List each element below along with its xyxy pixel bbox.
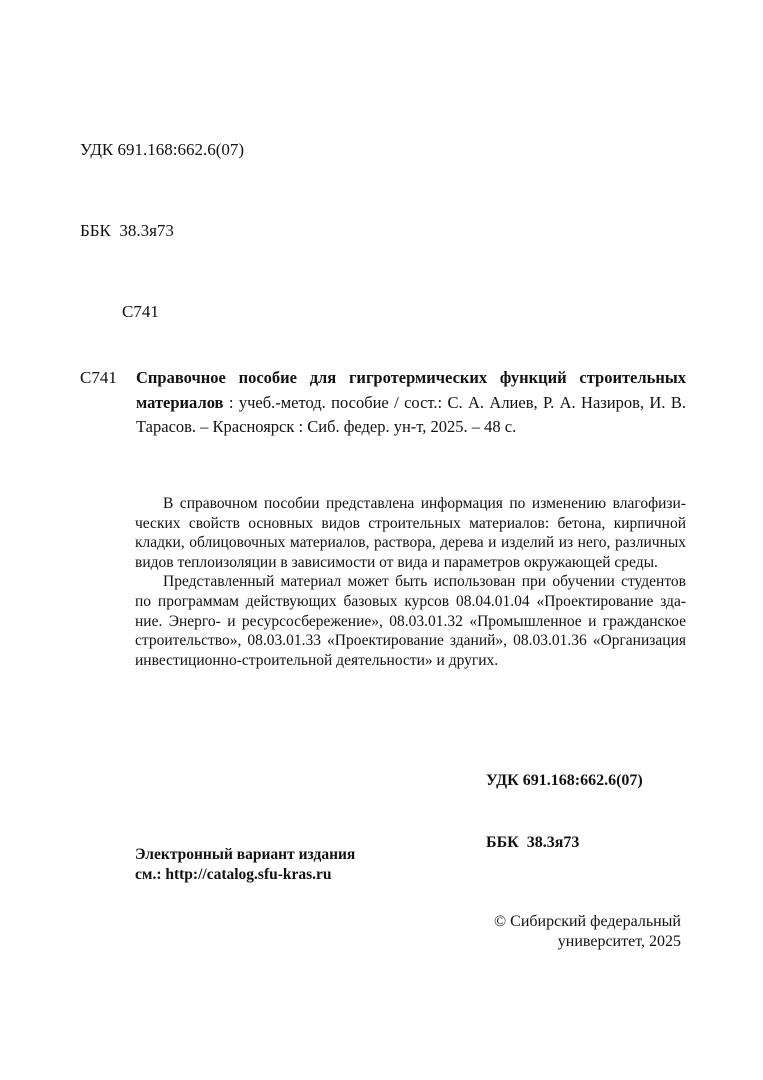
annotation-paragraph-2: Представленный материал может быть использован при обучении студентов по программам действующих базовых курсов 08.04.01.04 «Проектирование здание. Энерго- и ресурсосбережение», 08.03.01.32 «Промышленное и гражданское строительство», 08.03.01.33 «Проектирование зданий», 08.03.01.36 «Организация инвестиционно-строительной деятельности» и других.: [135, 573, 686, 669]
bbk-code-bottom: ББК 38.3я73: [486, 833, 580, 851]
annotation-block: [135, 494, 686, 670]
book-title: Справочное пособие для гигротермических функций строительных материалов: [136, 368, 686, 412]
bbk-code: ББК 38.3я73: [80, 221, 174, 240]
bibliographic-details: : учеб.-метод. пособие / сост.: С. А. Алиев, Р. А. Назиров, И. В. Тарасов. – Красноярск : Сиб. федер. ун-т, 2025. – 48 с.: [136, 392, 686, 436]
bottom-codes-block: [486, 730, 643, 894]
electronic-edition-label: Электронный вариант издания: [135, 846, 356, 863]
copyright-line-1: © Сибирский федеральный: [494, 913, 681, 930]
annotation-paragraph-1: В справочном пособии представлена информация по изменению влагофизических свойств основных видов строительных материалов: бетона, кирпичной кладки, облицовочных материалов, раствора, дерева и изделий из него, различных видов теплоизоляции в зависимости от вида и параметров окружающей среды.: [135, 495, 686, 571]
top-codes-block: [80, 82, 244, 379]
catalog-url: см.: http://catalog.sfu-kras.ru: [135, 866, 332, 883]
bibliographic-entry: [80, 366, 686, 440]
copyright-line-2: университет, 2025: [557, 932, 681, 950]
electronic-edition-note: [135, 845, 355, 885]
bibliographic-description: [136, 366, 686, 440]
copyright-notice: [494, 912, 681, 951]
author-sign: С741: [122, 302, 159, 321]
udk-code: УДК 691.168:662.6(07): [80, 140, 245, 159]
udk-code-bottom: УДК 691.168:662.6(07): [486, 772, 643, 789]
author-sign-label: С741: [80, 368, 117, 387]
